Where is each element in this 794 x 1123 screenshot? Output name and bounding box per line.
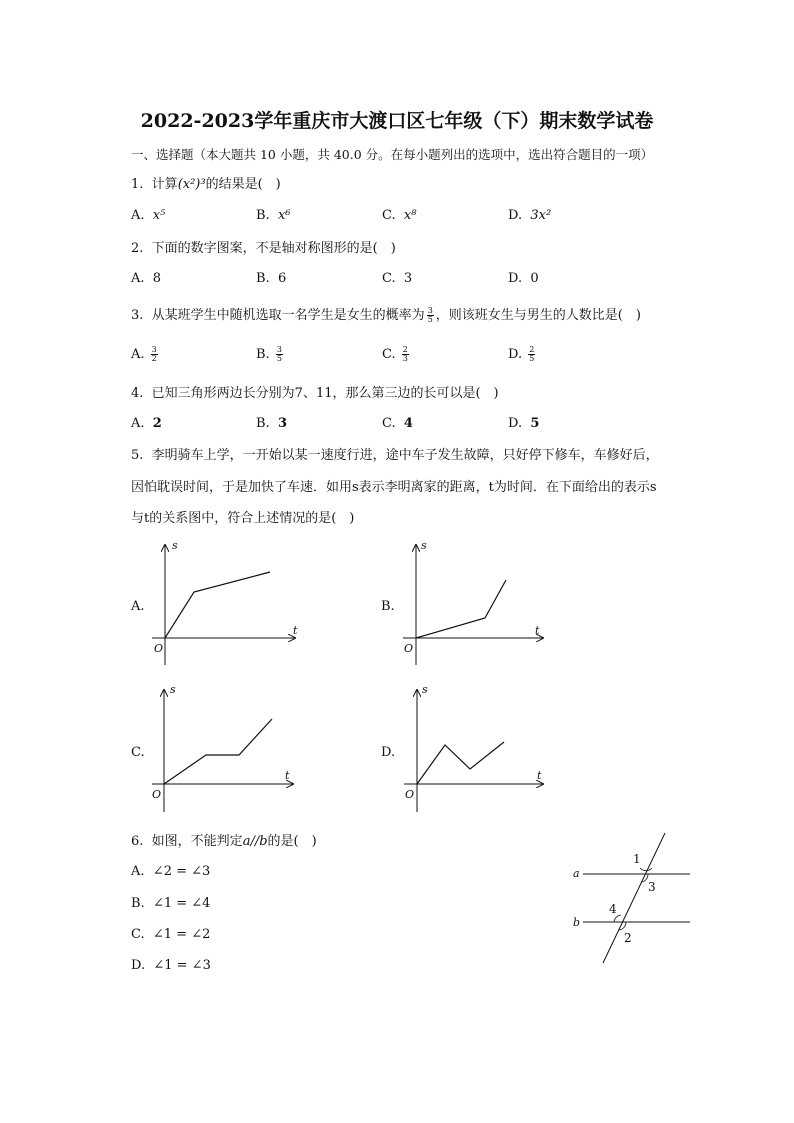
option-c: C. x⁸ — [382, 208, 417, 223]
question-expression: (x²)³ — [177, 177, 206, 192]
question-text-pre: 计算 — [151, 177, 178, 192]
s-axis-label: s — [422, 683, 428, 696]
question-number: 4. — [131, 386, 144, 401]
question-number: 6. — [131, 834, 144, 849]
option-c: C. 4 — [382, 416, 413, 431]
label-b: b — [573, 916, 581, 929]
option-b: B. ∠1 = ∠4 — [131, 896, 211, 911]
t-axis-label: t — [285, 769, 290, 782]
question-5: 5. 李明骑车上学，一开始以某一速度行进，途中车子发生故障，只好停下修车，车修好后， — [131, 448, 659, 463]
t-axis-label: t — [537, 769, 542, 782]
label-1: 1 — [633, 852, 641, 866]
question-text-pre: 从某班学生中随机选取一名学生是女生的概率为 — [151, 308, 425, 323]
question-text: 下面的数字图案，不是轴对称图形的是( ) — [151, 241, 396, 256]
exam-title: 2022-2023学年重庆市大渡口区七年级（下）期末数学试卷 — [140, 110, 654, 132]
origin-label: O — [405, 788, 415, 801]
option-a: A. 2 — [131, 416, 162, 431]
option-c: C. $\frac{2}{3}$ — [382, 345, 408, 363]
label-3: 3 — [648, 880, 656, 894]
question-number: 2. — [131, 241, 144, 256]
origin-label: O — [152, 788, 162, 801]
question-number: 1. — [131, 177, 144, 192]
origin-label: O — [154, 642, 164, 655]
s-axis-label: s — [170, 683, 176, 696]
label-4: 4 — [609, 902, 617, 916]
option-a: A. ∠2 = ∠3 — [131, 864, 211, 879]
graph-b-label: B. — [381, 599, 395, 614]
option-a: A. 8 — [131, 271, 162, 286]
option-d: D. 0 — [508, 271, 539, 286]
question-text: 已知三角形两边长分别为7、11，那么第三边的长可以是( ) — [151, 386, 499, 401]
option-d: D. $\frac{2}{5}$ — [508, 345, 535, 363]
section-header: 一、选择题（本大题共 10 小题，共 40.0 分。在每小题列出的选项中，选出符合题目的一项） — [131, 147, 654, 162]
s-axis-label: s — [421, 539, 427, 552]
option-b: B. 6 — [256, 271, 287, 286]
origin-label: O — [404, 642, 414, 655]
option-d: D. 3x² — [508, 208, 552, 223]
option-d: D. 5 — [508, 416, 540, 431]
s-axis-label: s — [172, 539, 178, 552]
option-a: A. $\frac{3}{2}$ — [131, 345, 157, 363]
option-b: B. $\frac{3}{5}$ — [256, 345, 282, 363]
label-2: 2 — [624, 931, 632, 945]
option-c: C. ∠1 = ∠2 — [131, 927, 211, 942]
graph-d-label: D. — [381, 745, 396, 760]
option-c: C. 3 — [382, 271, 413, 286]
option-b: B. 3 — [256, 416, 287, 431]
label-a: a — [573, 867, 580, 880]
t-axis-label: t — [535, 624, 540, 637]
question-text-post: ，则该班女生与男生的人数比是( ) — [435, 308, 641, 323]
t-axis-label: t — [293, 624, 298, 637]
question-expression: a//b — [242, 834, 268, 849]
graph-a-label: A. — [131, 599, 145, 614]
fraction: $\frac{3}{5}$ — [427, 306, 433, 324]
option-b: B. x⁶ — [256, 208, 291, 223]
graph-c-label: C. — [131, 745, 145, 760]
question-number: 5. — [131, 448, 144, 463]
option-a: A. x⁵ — [131, 208, 166, 223]
angle-1-arc — [640, 868, 652, 871]
option-d: D. ∠1 = ∠3 — [131, 958, 211, 973]
question-5-line-3: 与t的关系图中，符合上述情况的是( ) — [131, 511, 355, 526]
question-5-line-2: 因怕耽误时间，于是加快了车速．如用s表示李明离家的距离，t为时间．在下面给出的表示s — [131, 480, 657, 495]
angle-4-arc — [614, 915, 621, 922]
question-text-post: 的结果是( ) — [205, 177, 281, 192]
question-number: 3. — [131, 308, 144, 323]
question-6: 6. 如图，不能判定a//b的是( ) — [131, 834, 317, 849]
